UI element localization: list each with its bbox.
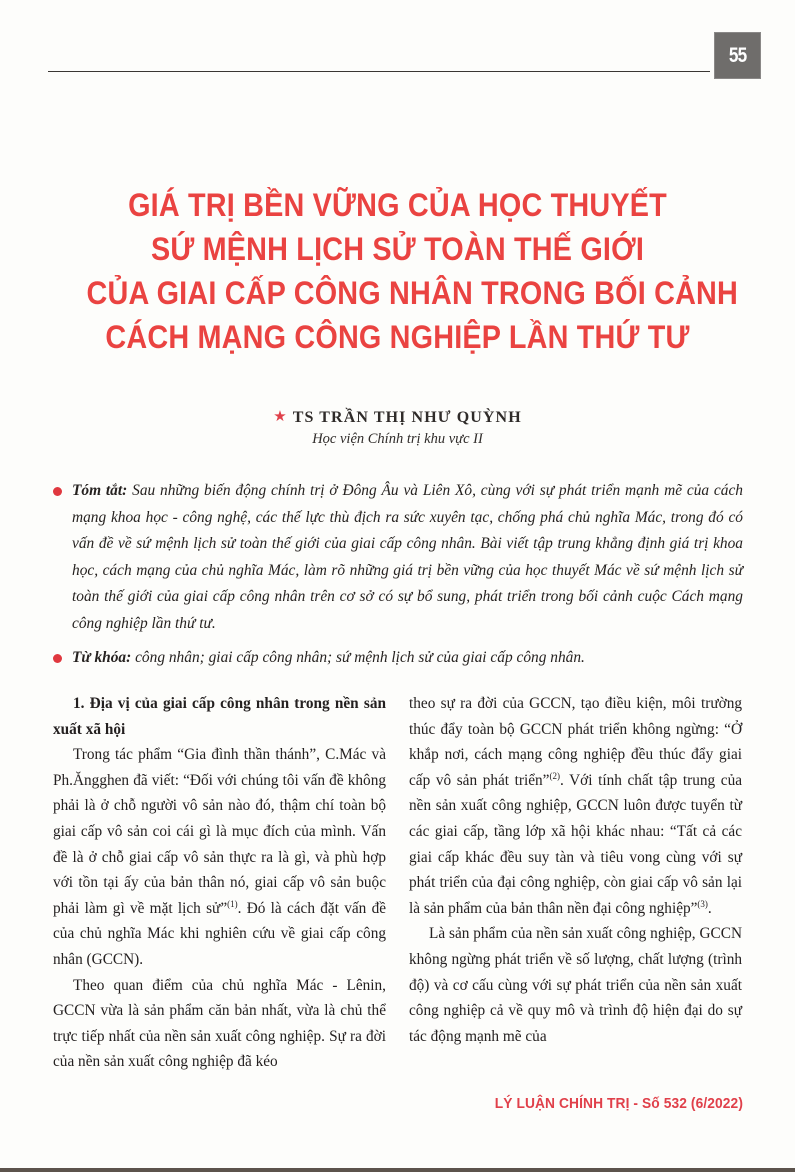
right-paragraph-2: Là sản phẩm của nền sản xuất công nghiệp, GCCN không ngừng phát triển về số lượng, chất lượng (trình độ) và cơ cấu cùng với sự phát triển của nền sản xuất công nghiệp cả về quy mô và trình độ hiện đại do sự tác động mạnh mẽ của bbox=[409, 925, 742, 1045]
page-number-badge bbox=[714, 32, 761, 79]
page-bottom-edge bbox=[0, 1168, 795, 1172]
author-affiliation: Học viện Chính trị khu vực II bbox=[312, 431, 483, 447]
abstract-label: Tóm tắt: bbox=[72, 482, 128, 499]
title-line-4: CÁCH MẠNG CÔNG NGHIỆP LẦN THỨ TƯ bbox=[105, 319, 690, 355]
title-line-1: GIÁ TRỊ BỀN VỮNG CỦA HỌC THUYẾT bbox=[128, 187, 667, 223]
left-para1-text-b: . Đó là cách đặt vấn đề của chủ nghĩa Mác khi nghiên cứu về giai cấp công nhân (GCCN). bbox=[53, 899, 387, 968]
left-paragraph-1 bbox=[53, 742, 386, 972]
page-number: 55 bbox=[728, 43, 747, 67]
title-line-3: CỦA GIAI CẤP CÔNG NHÂN TRONG BỐI CẢNH bbox=[86, 275, 739, 311]
footnote-ref-3: (3) bbox=[697, 898, 708, 909]
footer-journal-line: LÝ LUẬN CHÍNH TRỊ - Số 532 (6/2022) bbox=[494, 1096, 743, 1112]
keywords-label: Từ khóa: bbox=[72, 649, 132, 666]
right-paragraph-1 bbox=[409, 691, 742, 921]
left-paragraph-2: Theo quan điểm của chủ nghĩa Mác - Lênin, GCCN vừa là sản phẩm căn bản nhất, vừa là chủ thể trực tiếp nhất của nền sản xuất công nghiệp. Sự ra đời của nền sản xuất công nghiệp đã kéo bbox=[53, 976, 386, 1071]
byline bbox=[52, 408, 743, 448]
title-line-2: SỨ MỆNH LỊCH SỬ TOÀN THẾ GIỚI bbox=[150, 231, 645, 267]
bullet-dot-icon bbox=[53, 654, 62, 663]
author-name: TS TRẦN THỊ NHƯ QUỲNH bbox=[292, 409, 522, 426]
abstract-block bbox=[53, 478, 743, 638]
right-column bbox=[409, 691, 742, 1075]
right-para1-text-c: . bbox=[707, 899, 712, 917]
byline-row bbox=[52, 408, 743, 427]
body-columns bbox=[53, 691, 743, 1075]
article-title bbox=[52, 183, 743, 359]
section-heading: 1. Địa vị của giai cấp công nhân trong nền sản xuất xã hội bbox=[53, 695, 386, 738]
right-para1-text-b: . Với tính chất tập trung của nền sản xuất công nghiệp, GCCN luôn được tuyển từ các giai cấp, tầng lớp xã hội khác nhau: “Tất cả các giai cấp khác đều suy tàn và tiêu vong cùng với sự phát triển của đại công nghiệp, còn giai cấp vô sản lại là sản phẩm của bản thân nền đại công nghiệp” bbox=[409, 771, 743, 917]
bullet-dot-icon bbox=[53, 487, 62, 496]
keywords-paragraph bbox=[53, 645, 743, 672]
left-column bbox=[53, 691, 386, 1075]
footnote-ref-2: (2) bbox=[549, 770, 560, 781]
abstract-text: Sau những biến động chính trị ở Đông Âu và Liên Xô, cùng với sự phát triển mạnh mẽ của cách mạng khoa học - công nghệ, các thế lực thù địch ra sức xuyên tạc, chống phá chủ nghĩa Mác, trong đó có vấn đề về sứ mệnh lịch sử toàn thế giới của giai cấp công nhân. Bài viết tập trung khẳng định giá trị khoa học, cách mạng của chủ nghĩa Mác, làm rõ những giá trị bền vững của học thuyết Mác về sứ mệnh lịch sử toàn thế giới của giai cấp công nhân trên cơ sở có sự bổ sung, phát triển trong bối cảnh cuộc Cách mạng công nghiệp lần thứ tư. bbox=[72, 482, 743, 632]
right-para1-text-a: theo sự ra đời của GCCN, tạo điều kiện, môi trường thúc đẩy toàn bộ GCCN phát triển không ngừng: “Ở khắp nơi, cách mạng công nghiệp đều thúc đẩy giai cấp vô sản phát triển” bbox=[409, 695, 742, 789]
star-icon: ★ bbox=[273, 409, 287, 425]
header-rule bbox=[48, 71, 710, 72]
keywords-block bbox=[53, 645, 743, 672]
left-para1-text-a: Trong tác phẩm “Gia đình thần thánh”, C.Mác và Ph.Ăngghen đã viết: “Đối với chúng tôi vấn đề không phải là ở chỗ người vô sản nào đó, thậm chí toàn bộ giai cấp vô sản coi cái gì là mục đích của mình. Vấn đề là ở chỗ giai cấp vô sản thực ra là gì, và phù hợp với tồn tại ấy của bản thân nó, giai cấp vô sản buộc phải làm gì về mặt lịch sử” bbox=[53, 746, 386, 917]
keywords-text: công nhân; giai cấp công nhân; sứ mệnh lịch sử của giai cấp công nhân. bbox=[131, 649, 585, 666]
abstract-paragraph bbox=[53, 478, 743, 638]
footnote-ref-1: (1) bbox=[227, 898, 238, 909]
